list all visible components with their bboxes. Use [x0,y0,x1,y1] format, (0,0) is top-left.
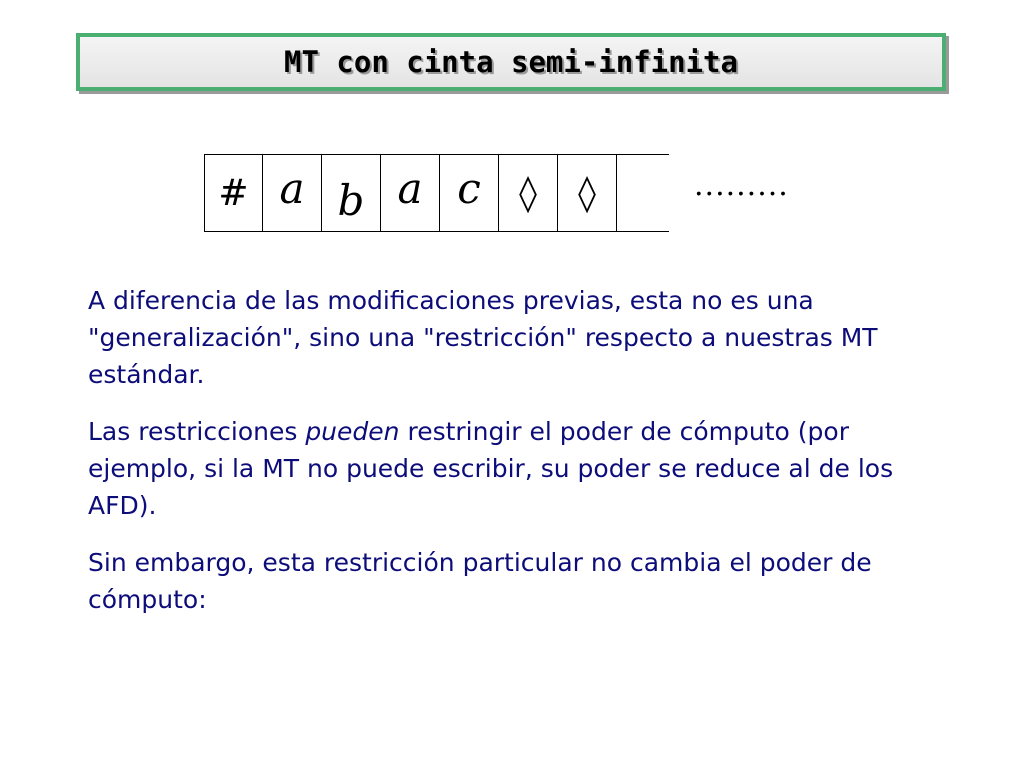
tape-cell-1: a [263,155,322,231]
tape-cell-0: # [204,155,263,231]
tape-cell-4: c [440,155,499,231]
paragraph-3: Sin embargo, esta restricción particular no cambia el poder de cómputo: [88,548,872,614]
tape-cell-5: ◊ [499,155,558,231]
body-text [88,282,948,638]
tape-cell-6: ◊ [558,155,617,231]
tape-continuation: ......... [694,168,789,203]
paragraph-2 [88,413,948,524]
turing-tape [204,154,669,232]
paragraph-2-end: restringir el poder de cómputo (por ejemplo, si la MT no puede escribir, su poder se reduce al de los AFD). [88,417,894,520]
tape-cell-7 [617,155,669,231]
title-banner [76,33,946,91]
paragraph-2-emphasis: pueden [305,417,400,446]
paragraph-2-start: Las restricciones [88,417,306,446]
tape-cell-3: a [381,155,440,231]
tape-cell-2: b [322,155,381,231]
slide-title: MT con cinta semi-infinita [284,45,738,79]
paragraph-1: A diferencia de las modificaciones previas, esta no es una "generalización", sino una "restricción" respecto a nuestras MT estándar. [88,286,878,389]
